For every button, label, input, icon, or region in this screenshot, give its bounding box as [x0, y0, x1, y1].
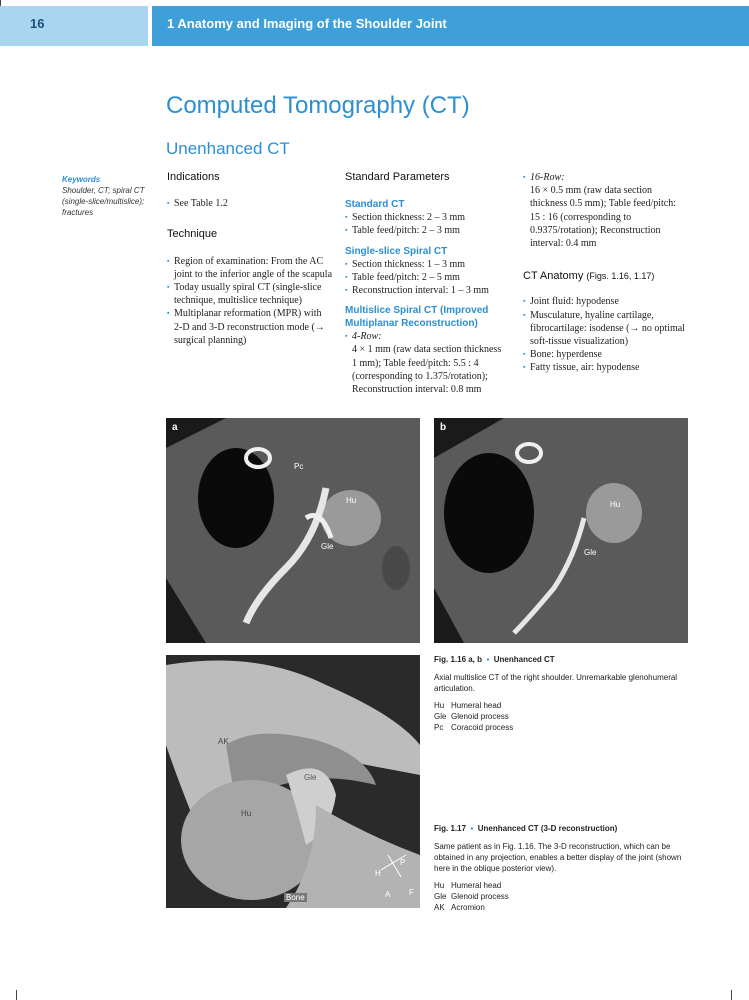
parameters-heading: Standard Parameters [345, 171, 450, 183]
legend-row: Hu Humeral head [434, 881, 502, 890]
label-hu: Hu [346, 496, 357, 505]
caption-dot: ▪ [484, 655, 492, 664]
technique-heading: Technique [167, 228, 218, 241]
crop-mark [16, 990, 17, 1000]
caption-text: Same patient as in Fig. 1.16. The 3-D reconstruction, which can be obtained in any projection, enables a better display of the joint (shown here in the oblique posterior view). [434, 842, 682, 873]
caption-legend [434, 700, 684, 733]
caption-title: Unenhanced CT [493, 655, 555, 664]
legend-row: Gle Glenoid process [434, 892, 509, 901]
label-gle: Gle [304, 773, 317, 782]
ct-anatomy-title: CT Anatomy [523, 270, 584, 283]
ct-scan-a-graphic [166, 418, 420, 643]
caption-dot: ▪ [468, 824, 476, 833]
label-gle: Gle [584, 548, 597, 557]
legend-row: Pc Coracoid process [434, 723, 514, 732]
indications-heading: Indications [167, 171, 220, 183]
legend-row: Hu Humeral head [434, 701, 502, 710]
caption-text: Axial multislice CT of the right shoulder. Unremarkable glenohumeral articulation. [434, 673, 678, 693]
ct-image-b [434, 418, 688, 643]
list-item: ▪ Multiplanar reformation (MPR) with 2-D and 3-D reconstruction mode (→ surgical planning) [167, 307, 332, 347]
row16-text: 16 × 0.5 mm (raw data section thickness 0.5 mm); Table feed/pitch: 15 : 16 (corresponding to 0.9375/rotation); Reconstruction interval: 0.4 mm [530, 185, 677, 250]
keywords-box [62, 174, 152, 218]
keywords-text: Shoulder, CT; spiral CT (single-slice/multislice); fractures [62, 186, 145, 217]
column-parameters [345, 171, 505, 396]
legend-row: Gle Glenoid process [434, 712, 509, 721]
list-item [345, 330, 505, 396]
row16-label: 16-Row: [530, 172, 565, 183]
legend-row: AK Acromion [434, 903, 485, 912]
row4-text: 4 × 1 mm (raw data section thickness 1 mm); Table feed/pitch: 5.5 : 4 (corresponding to 1.375/rotation); Reconstruction interval: 0.8 mm [352, 344, 502, 396]
header-page-band [0, 6, 148, 46]
chapter-title: 1 Anatomy and Imaging of the Shoulder Joint [167, 16, 447, 31]
ct-scan-b-graphic [434, 418, 688, 643]
caption-fig-1-16 [434, 654, 684, 733]
column-indications [167, 171, 332, 347]
multislice-heading: Multislice Spiral CT (Improved Multiplanar Reconstruction) [345, 305, 489, 330]
list-item: ▪ Section thickness: 1 – 3 mm [345, 258, 505, 271]
label-pc: Pc [294, 462, 304, 471]
list-item: ▪ See Table 1.2 [167, 197, 332, 210]
list-item: ▪ Table feed/pitch: 2 – 5 mm [345, 271, 505, 284]
orientation-p: P [400, 858, 406, 867]
list-item: ▪ Musculature, hyaline cartilage, fibrocartilage: isodense (→ no optimal soft-tissue visualization) [523, 309, 688, 349]
list-item: ▪ Section thickness: 2 – 3 mm [345, 211, 505, 224]
ct-3d-reconstruction [166, 655, 420, 908]
bone-tag: Bone [286, 893, 305, 902]
list-item: ▪ Today usually spiral CT (single-slice technique, multislice technique) [167, 281, 332, 307]
label-gle: Gle [321, 542, 334, 551]
ct-anatomy-heading [523, 270, 688, 283]
caption-legend [434, 880, 684, 913]
single-slice-heading: Single-slice Spiral CT [345, 245, 448, 257]
caption-number: Fig. 1.16 a, b [434, 655, 483, 664]
list-item: ▪ Table feed/pitch: 2 – 3 mm [345, 224, 505, 237]
ct-image-a [166, 418, 420, 643]
list-item [523, 171, 688, 250]
list-item: ▪ Fatty tissue, air: hypodense [523, 361, 688, 374]
caption-fig-1-17 [434, 823, 684, 913]
section-title: Unenhanced CT [166, 139, 290, 158]
figure-label-a: a [172, 422, 178, 433]
list-item: ▪ Bone: hyperdense [523, 348, 688, 361]
orientation-a: A [385, 890, 391, 899]
list-item: ▪ Joint fluid: hypodense [523, 295, 688, 308]
keywords-label: Keywords [62, 175, 101, 184]
label-ak: AK [218, 737, 229, 746]
ct-3d-graphic [166, 655, 420, 908]
caption-number: Fig. 1.17 [434, 824, 467, 833]
orientation-h: H [375, 869, 381, 878]
orientation-f: F [409, 888, 414, 897]
caption-title: Unenhanced CT (3-D reconstruction) [477, 824, 618, 833]
page-number: 16 [30, 16, 45, 31]
list-item: ▪ Region of examination: From the AC joint to the inferior angle of the scapula [167, 255, 332, 281]
row4-label: 4-Row: [352, 331, 382, 343]
standard-ct-heading: Standard CT [345, 199, 405, 211]
figure-label-b: b [440, 422, 447, 433]
column-anatomy [523, 171, 688, 375]
label-hu: Hu [610, 500, 621, 509]
list-item: ▪ Reconstruction interval: 1 – 3 mm [345, 284, 505, 297]
page-title: Computed Tomography (CT) [166, 92, 470, 119]
crop-mark [731, 990, 732, 1000]
ct-anatomy-ref: (Figs. 1.16, 1.17) [586, 271, 655, 282]
label-hu: Hu [241, 809, 252, 818]
